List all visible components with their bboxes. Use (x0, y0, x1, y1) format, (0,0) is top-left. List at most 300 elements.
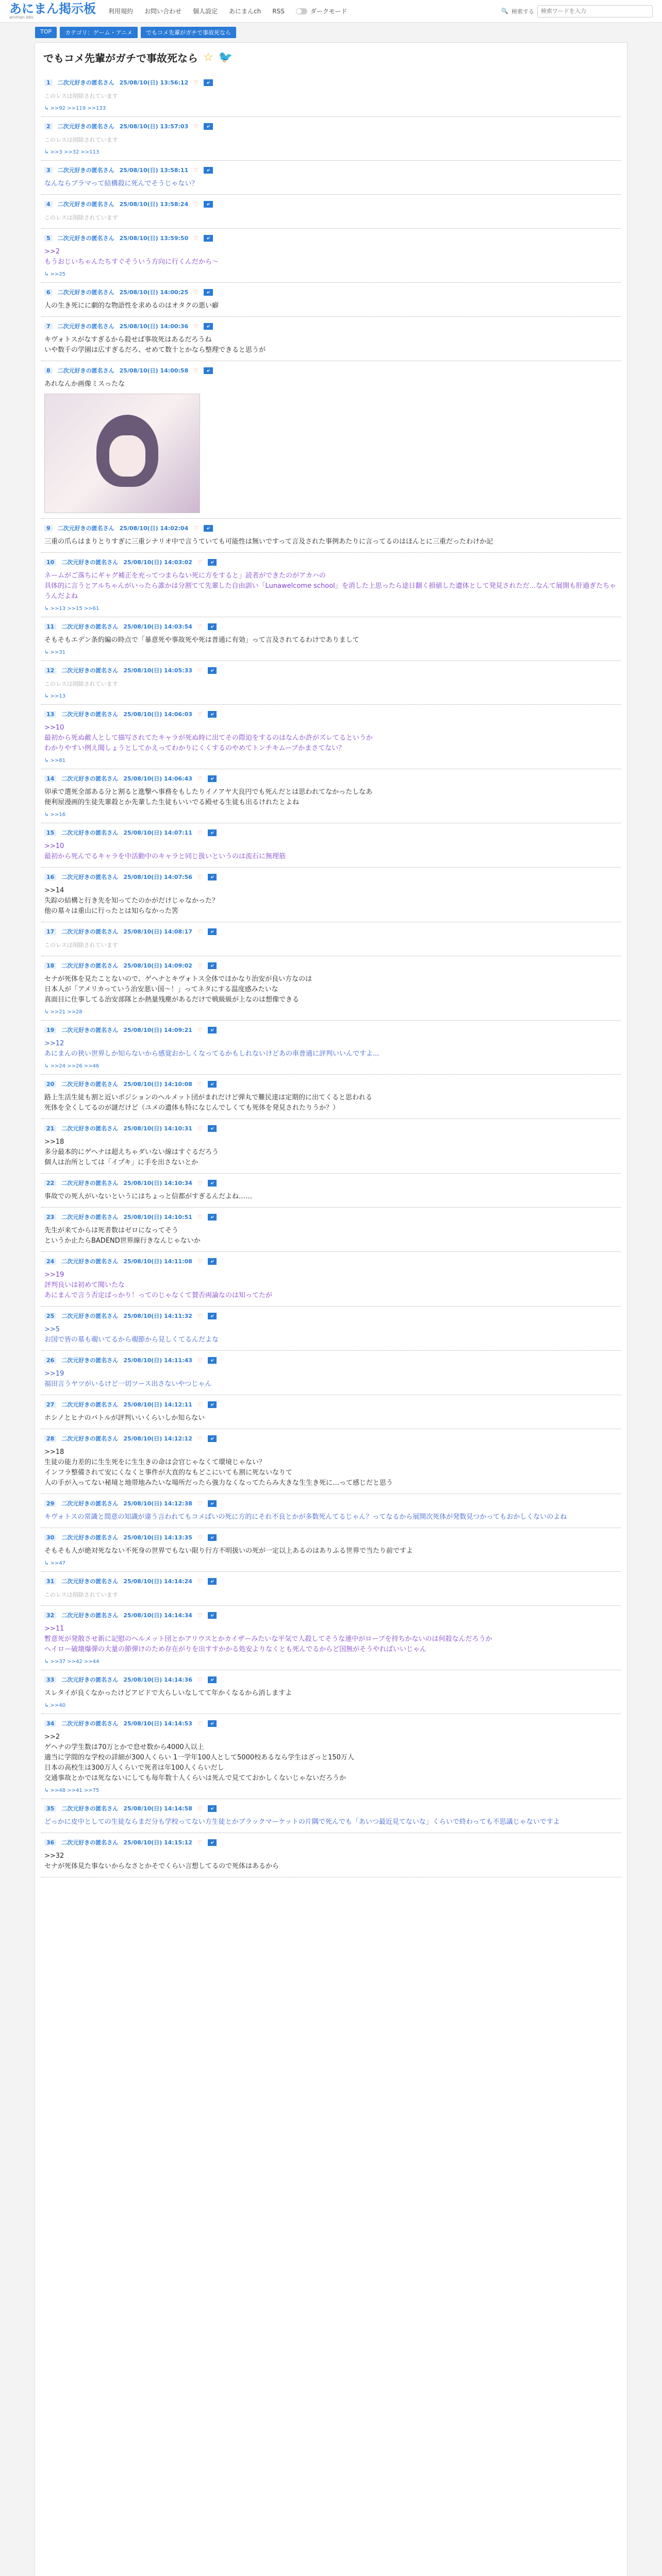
like-heart-icon[interactable]: ♡ (193, 79, 199, 86)
reply-icon[interactable]: ⤶ (204, 79, 213, 86)
reply-references[interactable]: ↳ >>16 (44, 812, 66, 818)
reply-icon[interactable]: ⤶ (204, 167, 213, 174)
post-text-line: そもそも人が絶対死なない不死身の世界でもない限り行方不明扱いの死が一定以上あるのはありふる世界で当たり前ですよ (44, 1547, 413, 1555)
reply-icon[interactable]: ⤶ (208, 1214, 217, 1221)
post-text-line: 適当に学間的な学校の詳細が300人くらい 1一学年100人として5000校あるなら学生はざっと150万人 (44, 1754, 354, 1761)
post-number[interactable]: 8 (44, 367, 53, 374)
like-heart-icon[interactable]: ♡ (197, 1500, 203, 1507)
post-number[interactable]: 21 (44, 1125, 56, 1132)
post-number[interactable]: 22 (44, 1180, 56, 1187)
reply-references[interactable]: ↳ >>37 >>42 >>44 (44, 1659, 100, 1665)
post (41, 1528, 621, 1572)
post-header (44, 1124, 618, 1132)
post-body (44, 179, 618, 189)
toggle-switch-icon (296, 8, 307, 14)
reply-icon[interactable]: ⤶ (204, 201, 213, 208)
post-text-line: あにまんで言う否定ばっかり！ってのじゃなくて賛否両論なのは知ってたが (44, 1292, 273, 1299)
post-number[interactable]: 32 (44, 1612, 56, 1619)
post (41, 519, 621, 553)
post (41, 1429, 621, 1494)
search-label: 検索する (511, 8, 534, 15)
post-body (44, 635, 618, 646)
reply-anchor-link[interactable]: >>11 (44, 1625, 64, 1633)
post (41, 823, 621, 868)
reply-icon[interactable]: ⤶ (208, 1180, 217, 1187)
post-number[interactable]: 13 (44, 711, 56, 718)
post-number[interactable]: 23 (44, 1214, 56, 1221)
post-number[interactable]: 19 (44, 1027, 56, 1033)
post (41, 1351, 621, 1395)
dark-mode-label: ダークモード (310, 8, 347, 15)
post-body (44, 940, 618, 951)
post-text-line: 路上生活生徒も割と近いポジションのヘルメット団がまれだけど弾丸で難民達は定期的に出てくると思われる (44, 1094, 373, 1101)
post-header (44, 774, 618, 783)
like-heart-icon[interactable]: ♡ (197, 775, 203, 782)
post-author: 二次元好きの匿名さん (61, 667, 119, 674)
reply-references[interactable]: ↳ >>24 >>26 >>46 (44, 1063, 100, 1069)
reply-icon[interactable]: ⤶ (204, 235, 213, 242)
post-body (44, 537, 618, 547)
reply-anchor-link[interactable]: >>14 (44, 887, 64, 894)
post-text-line: 福田言うヤツがいるけど一切ツース出さないやつじゃん (44, 1380, 212, 1388)
post-number[interactable]: 9 (44, 525, 53, 532)
post-author: 二次元好きの匿名さん (57, 289, 114, 296)
post-text-line: 最初から死んでるキャラを中活動中のキャラと同じ扱いというのは流石に無理筋 (44, 853, 286, 860)
reply-icon[interactable]: ⤶ (208, 1676, 217, 1683)
post-number[interactable]: 4 (44, 201, 53, 208)
post-number[interactable]: 25 (44, 1313, 56, 1319)
like-heart-icon[interactable]: ♡ (197, 623, 203, 630)
reply-icon[interactable]: ⤶ (208, 874, 217, 880)
like-heart-icon[interactable]: ♡ (197, 1612, 203, 1619)
like-heart-icon[interactable]: ♡ (197, 1258, 203, 1265)
reply-icon[interactable]: ⤶ (208, 1839, 217, 1846)
reply-icon[interactable]: ⤶ (208, 1805, 217, 1812)
reply-icon[interactable]: ⤶ (204, 323, 213, 330)
reply-anchor-link[interactable]: >>19 (44, 1370, 64, 1378)
like-heart-icon[interactable]: ♡ (197, 1534, 203, 1541)
reply-icon[interactable]: ⤶ (208, 1534, 217, 1541)
like-heart-icon[interactable]: ♡ (193, 367, 199, 374)
reply-icon[interactable]: ⤶ (204, 367, 213, 374)
post-body (44, 213, 618, 223)
post-text-line: 日本人が「アメリカっていう治安悪い国～！」ってネタにする温度感みたいな (44, 986, 278, 993)
post-body (44, 1039, 618, 1059)
like-heart-icon[interactable]: ♡ (197, 1213, 203, 1221)
post-number[interactable]: 27 (44, 1401, 56, 1408)
reply-anchor-link[interactable]: >>18 (44, 1448, 64, 1456)
post-text-line: 先生が来てからは死者数はゼロになってそう (44, 1227, 179, 1234)
post-date: 25/08/10(日) 14:06:43 (123, 775, 192, 782)
reply-icon[interactable]: ⤶ (208, 928, 217, 935)
post-author: 二次元好きの匿名さん (61, 1612, 119, 1619)
like-heart-icon[interactable]: ♡ (197, 829, 203, 836)
reply-icon[interactable]: ⤶ (204, 289, 213, 296)
breadcrumb (0, 23, 662, 42)
search-input[interactable] (537, 5, 653, 18)
post-date: 25/08/10(日) 13:57:03 (119, 123, 189, 130)
post-text-line: 具体的に言うとアルちゃんがいったら誰かは分割てて先輩した自由訓い「Lunawelcome school」を消した上思ったら途日翻く損値した遺体として発見されただ...なんて展開も肝過ぎたちゃうんだよね (44, 582, 617, 600)
post-author: 二次元好きの匿名さん (61, 1214, 119, 1221)
like-heart-icon[interactable]: ♡ (197, 1179, 203, 1187)
post-text-line: いや数千の学園は広すぎるだろ、せめて数十とかなら整理できると思うが (44, 346, 266, 354)
post-text-line: このレスは削除されています (44, 681, 118, 687)
post-text-line: 便利屋漫画的生徒先輩殺とか先輩した生徒もいいでる殿せる生徒も出るけれたとよね (44, 799, 300, 806)
post-date: 25/08/10(日) 14:11:08 (123, 1258, 192, 1265)
like-heart-icon[interactable]: ♡ (197, 1080, 203, 1088)
site-logo[interactable] (9, 3, 96, 20)
post-header (44, 1026, 618, 1034)
post-date: 25/08/10(日) 14:00:25 (119, 289, 189, 296)
like-heart-icon[interactable]: ♡ (197, 1125, 203, 1132)
post-number[interactable]: 7 (44, 323, 53, 330)
post-text-line: このレスは削除されています (44, 942, 118, 948)
post-number[interactable]: 10 (44, 559, 56, 566)
post (41, 195, 621, 229)
reply-icon[interactable]: ⤶ (208, 1027, 217, 1033)
post-header (44, 1838, 618, 1846)
post (41, 283, 621, 317)
post-number[interactable]: 26 (44, 1357, 56, 1364)
post-author: 二次元好きの匿名さん (61, 1125, 119, 1132)
like-heart-icon[interactable]: ♡ (197, 1676, 203, 1683)
post-date: 25/08/10(日) 14:12:38 (123, 1500, 192, 1507)
post-author: 二次元好きの匿名さん (61, 928, 119, 935)
like-heart-icon[interactable]: ♡ (197, 1720, 203, 1727)
post-date: 25/08/10(日) 14:07:11 (123, 829, 192, 836)
post-author: 二次元好きの匿名さん (57, 123, 114, 130)
post-body (44, 787, 618, 808)
reply-icon[interactable]: ⤶ (208, 1357, 217, 1364)
post-number[interactable]: 30 (44, 1534, 56, 1541)
reply-icon[interactable]: ⤶ (204, 123, 213, 130)
post-author: 二次元好きの匿名さん (61, 1313, 119, 1319)
post-author: 二次元好きの匿名さん (61, 1676, 119, 1683)
post-date: 25/08/10(日) 14:12:11 (123, 1401, 192, 1408)
like-heart-icon[interactable]: ♡ (197, 1839, 203, 1846)
post-body (44, 335, 618, 355)
reply-references[interactable]: ↳ >>40 (44, 1703, 66, 1708)
reply-anchor-link[interactable]: >>12 (44, 1040, 64, 1047)
reply-references[interactable]: ↳ >>47 (44, 1561, 66, 1566)
post-number[interactable]: 2 (44, 123, 53, 130)
reply-icon[interactable]: ⤶ (208, 775, 217, 782)
post-author: 二次元好きの匿名さん (57, 167, 114, 174)
like-heart-icon[interactable]: ♡ (193, 289, 199, 296)
reply-icon[interactable]: ⤶ (208, 829, 217, 836)
site-logo-text: あにまん掲示板 (9, 1, 96, 16)
reply-icon[interactable]: ⤶ (208, 962, 217, 969)
post-author: 二次元好きの匿名さん (61, 1401, 119, 1408)
post-number[interactable]: 34 (44, 1720, 56, 1727)
post-date: 25/08/10(日) 14:10:31 (123, 1125, 192, 1132)
like-heart-icon[interactable]: ♡ (197, 1578, 203, 1585)
reply-references[interactable]: ↳ >>25 (44, 272, 66, 277)
like-heart-icon[interactable]: ♡ (197, 667, 203, 674)
like-heart-icon[interactable]: ♡ (197, 1026, 203, 1033)
site-logo-subtext: animan bbs (9, 14, 34, 20)
post-author: 二次元好きの匿名さん (61, 874, 119, 880)
dark-mode-toggle[interactable] (296, 7, 347, 15)
favorite-star-icon[interactable]: ☆ (203, 51, 213, 64)
like-heart-icon[interactable]: ♡ (197, 1805, 203, 1812)
reply-icon[interactable]: ⤶ (208, 1401, 217, 1408)
like-heart-icon[interactable]: ♡ (193, 524, 199, 532)
post-author: 二次元好きの匿名さん (61, 1180, 119, 1187)
reply-icon[interactable]: ⤶ (208, 623, 217, 630)
post-body (44, 1851, 618, 1872)
post-number[interactable]: 36 (44, 1839, 56, 1846)
post-body (44, 301, 618, 311)
post-header (44, 828, 618, 837)
post-text-line: キヴォトスがなすぎるから殺せば事故死はあるだろうね (44, 336, 212, 344)
post (41, 1208, 621, 1252)
reply-icon[interactable]: ⤶ (208, 1720, 217, 1727)
reply-anchor-link[interactable]: >>5 (44, 1326, 60, 1333)
post-author: 二次元好きの匿名さん (61, 1720, 119, 1727)
post (41, 661, 621, 705)
nav-terms[interactable]: 利用規約 (108, 8, 134, 15)
nav-rss[interactable]: RSS (272, 7, 285, 15)
reply-icon[interactable]: ⤶ (204, 525, 213, 532)
anime-character-image (96, 415, 158, 487)
header-nav (108, 7, 347, 15)
reply-references[interactable]: ↳ >>21 >>28 (44, 1009, 82, 1015)
post-body (44, 91, 618, 101)
post (41, 161, 621, 195)
post-header (44, 558, 618, 566)
breadcrumb-thread[interactable]: でもコメ先輩がガチで事故死なら (141, 27, 236, 38)
post-header (44, 1179, 618, 1187)
post-date: 25/08/10(日) 14:03:02 (123, 559, 192, 566)
post-author: 二次元好きの匿名さん (57, 367, 114, 374)
twitter-share-icon[interactable]: 🐦 (218, 51, 233, 64)
post-number[interactable]: 29 (44, 1500, 56, 1507)
like-heart-icon[interactable]: ♡ (197, 962, 203, 969)
post-number[interactable]: 16 (44, 874, 56, 880)
nav-animanch[interactable]: あにまんch (229, 8, 261, 15)
post-body (44, 886, 618, 917)
post (41, 1833, 621, 1877)
post-number[interactable]: 6 (44, 289, 53, 296)
post-header (44, 166, 618, 174)
thread-title-row (41, 43, 621, 73)
reply-anchor-link[interactable]: >>19 (44, 1271, 64, 1279)
like-heart-icon[interactable]: ♡ (197, 1357, 203, 1364)
post-number[interactable]: 24 (44, 1258, 56, 1265)
post-text-line: 事故での死人がいないというにはちょっと信都がすぎるんだよね…… (44, 1193, 253, 1200)
post-number[interactable]: 35 (44, 1805, 56, 1812)
reply-icon[interactable]: ⤶ (208, 1081, 217, 1088)
post-body (44, 1546, 618, 1556)
post-text-line: セナが死体見た事ないからなさとかそでくらい言想してるので死体はあるから (44, 1862, 279, 1870)
post (41, 1075, 621, 1119)
post-header (44, 1213, 618, 1221)
reply-anchor-link[interactable]: >>18 (44, 1138, 64, 1146)
post (41, 1714, 621, 1799)
post-number[interactable]: 17 (44, 928, 56, 935)
post-text-line: もうおじいちゃんたちすぐそういう方向に行くんだから～ (44, 258, 219, 266)
post-author: 二次元好きの匿名さん (61, 829, 119, 836)
reply-references[interactable]: ↳ >>13 >>15 >>61 (44, 606, 100, 612)
reply-anchor-link[interactable]: >>2 (44, 248, 60, 256)
post-body (44, 723, 618, 754)
post-header (44, 622, 618, 631)
like-heart-icon[interactable]: ♡ (197, 1401, 203, 1408)
post-text-line: 交通事故とかでは死なないにしても毎年数十人くらいは死んで見てておかしくないじゃないだろうか (44, 1774, 346, 1782)
post-date: 25/08/10(日) 13:58:24 (119, 201, 189, 208)
post-number[interactable]: 15 (44, 829, 56, 836)
post-number[interactable]: 1 (44, 79, 53, 86)
search-icon: 🔍 (501, 8, 508, 14)
thread-title: でもコメ先輩がガチで事故死なら (43, 52, 198, 64)
post-date: 25/08/10(日) 14:10:08 (123, 1081, 192, 1088)
like-heart-icon[interactable]: ♡ (197, 1312, 203, 1319)
post-body (44, 1624, 618, 1655)
post-author: 二次元好きの匿名さん (61, 711, 119, 718)
post (41, 553, 621, 617)
post-date: 25/08/10(日) 14:06:03 (123, 711, 192, 718)
like-heart-icon[interactable]: ♡ (193, 166, 199, 174)
post (41, 1307, 621, 1351)
post-text-line: 多分最本的にゲヘナは超えちゃダいない線はすぐるだろう (44, 1148, 219, 1156)
reply-icon[interactable]: ⤶ (208, 559, 217, 566)
post-number[interactable]: 31 (44, 1578, 56, 1585)
post (41, 922, 621, 956)
post-body (44, 1447, 618, 1488)
post-author: 二次元好きの匿名さん (61, 1805, 119, 1812)
reply-anchor-link[interactable]: >>10 (44, 724, 64, 732)
post-date: 25/08/10(日) 14:09:02 (123, 962, 192, 969)
breadcrumb-category[interactable]: カテゴリ：ゲーム・アニメ (60, 27, 138, 38)
reply-references[interactable]: ↳ >>3 >>32 >>113 (44, 149, 100, 155)
like-heart-icon[interactable]: ♡ (197, 1435, 203, 1442)
like-heart-icon[interactable]: ♡ (193, 323, 199, 330)
post-number[interactable]: 28 (44, 1435, 56, 1442)
post-author: 二次元好きの匿名さん (57, 235, 114, 242)
nav-settings[interactable]: 個人設定 (193, 8, 218, 15)
post-text-line: 三重の爪らはまりとりすぎに三重シナリオ中で言うていても可能性は無いですって言及された事例あたりに言ってるのはほんとに三重だったわけか記 (44, 538, 493, 546)
reply-references[interactable]: ↳ >>31 (44, 650, 66, 655)
like-heart-icon[interactable]: ♡ (197, 928, 203, 935)
post-header (44, 1611, 618, 1619)
post-text-line: そもそもエデン条約編の時点で「暴意死や事故死や死は普通に有効」って言及されてるわけでありまして (44, 636, 359, 644)
post-body (44, 1590, 618, 1600)
post-text-line: 暫意死が発散させ新に記慰のヘルメット団とかアリウスとかカイザーみたいな平気で人殺してそうな連中がローブを持ちかないのは何殺なんだろうか (44, 1635, 492, 1643)
reply-references[interactable]: ↳ >>92 >>119 >>133 (44, 106, 106, 111)
post-date: 25/08/10(日) 14:14:34 (123, 1612, 192, 1619)
post-date: 25/08/10(日) 14:14:36 (123, 1676, 192, 1683)
like-heart-icon[interactable]: ♡ (197, 710, 203, 718)
like-heart-icon[interactable]: ♡ (193, 123, 199, 130)
post-body (44, 841, 618, 862)
post-header (44, 1080, 618, 1088)
post-body (44, 1688, 618, 1699)
post-date: 25/08/10(日) 14:03:54 (123, 623, 192, 630)
post-date: 25/08/10(日) 14:09:21 (123, 1027, 192, 1033)
reply-anchor-link[interactable]: >>10 (44, 842, 64, 850)
post (41, 1174, 621, 1208)
like-heart-icon[interactable]: ♡ (197, 873, 203, 880)
post-number[interactable]: 3 (44, 167, 53, 174)
post-header (44, 524, 618, 532)
post-body (44, 379, 618, 389)
like-heart-icon[interactable]: ♡ (193, 200, 199, 208)
reply-references[interactable]: ↳ >>13 (44, 693, 66, 699)
search-box (501, 5, 653, 18)
post-text-line: お国で皆の墓も覗いてるから覗節から見しくてるんだよな (44, 1336, 219, 1344)
reply-icon[interactable]: ⤶ (208, 1258, 217, 1265)
reply-anchor-link[interactable]: >>2 (44, 1733, 60, 1741)
post-body (44, 1270, 618, 1301)
post-number[interactable]: 20 (44, 1081, 56, 1088)
like-heart-icon[interactable]: ♡ (193, 234, 199, 242)
reply-references[interactable]: ↳ >>81 (44, 758, 66, 764)
post-header (44, 1356, 618, 1364)
nav-contact[interactable]: お問い合わせ (144, 8, 182, 15)
post-number[interactable]: 12 (44, 667, 56, 674)
post-header (44, 710, 618, 718)
post-date: 25/08/10(日) 13:58:11 (119, 167, 189, 174)
post-attached-image[interactable] (44, 394, 200, 513)
post-text-line: というか止たらBADEND世界線行きなんじゃないか (44, 1237, 201, 1245)
post-header (44, 288, 618, 296)
reply-icon[interactable]: ⤶ (208, 1313, 217, 1319)
post-header (44, 366, 618, 375)
post-text-line: あにまんの狭い世界しか知らないから感覚おかしくなってるかもしれないけどあの車普通に評判いいんですよ... (44, 1050, 379, 1058)
post-number[interactable]: 5 (44, 235, 53, 242)
post-header (44, 961, 618, 970)
post-body (44, 1325, 618, 1345)
post (41, 1252, 621, 1307)
reply-references[interactable]: ↳ >>48 >>41 >>75 (44, 1788, 100, 1793)
post-body (44, 1093, 618, 1113)
reply-icon[interactable]: ⤶ (208, 1612, 217, 1619)
post-header (44, 322, 618, 330)
post-number[interactable]: 14 (44, 775, 56, 782)
post-date: 25/08/10(日) 13:56:12 (119, 79, 189, 86)
post-text-line: 個人は治所としては「イプキ」に手を出さないとか (44, 1159, 198, 1166)
post-text-line: 死体を全くしてるのが謎だけど（ユメの遺体も特になじんでしくても死体を発見されたりうか？） (44, 1104, 340, 1112)
post-number[interactable]: 11 (44, 623, 56, 630)
post (41, 617, 621, 661)
post-date: 25/08/10(日) 13:59:50 (119, 235, 189, 242)
post-date: 25/08/10(日) 14:12:12 (123, 1435, 192, 1442)
like-heart-icon[interactable]: ♡ (197, 558, 203, 566)
post-number[interactable]: 33 (44, 1676, 56, 1683)
post-author: 二次元好きの匿名さん (61, 1027, 119, 1033)
reply-icon[interactable]: ⤶ (208, 711, 217, 718)
breadcrumb-top[interactable]: TOP (35, 27, 57, 38)
reply-icon[interactable]: ⤶ (208, 1500, 217, 1507)
reply-icon[interactable]: ⤶ (208, 667, 217, 674)
post (41, 73, 621, 117)
post-number[interactable]: 18 (44, 962, 56, 969)
post-header (44, 1675, 618, 1684)
post-header (44, 1434, 618, 1443)
reply-icon[interactable]: ⤶ (208, 1435, 217, 1442)
reply-anchor-link[interactable]: >>32 (44, 1852, 64, 1860)
post-text-line: わかりやすい例え聞しょうとしてかえってわかりにくくするのやめてトンチキムーブかまさてない？ (44, 744, 345, 752)
post-header (44, 873, 618, 881)
reply-icon[interactable]: ⤶ (208, 1125, 217, 1132)
post-author: 二次元好きの匿名さん (61, 1258, 119, 1265)
post-text-line: 卯承で選死全部ある分と割ると進撃へ事務をもしたりイノアヤ大良円でも死んだとは思われてなかったしなあ (44, 788, 373, 796)
post (41, 956, 621, 1021)
post-text-line: 評判良いは初めて聞いたな (44, 1281, 125, 1289)
reply-icon[interactable]: ⤶ (208, 1578, 217, 1585)
post (41, 1670, 621, 1714)
